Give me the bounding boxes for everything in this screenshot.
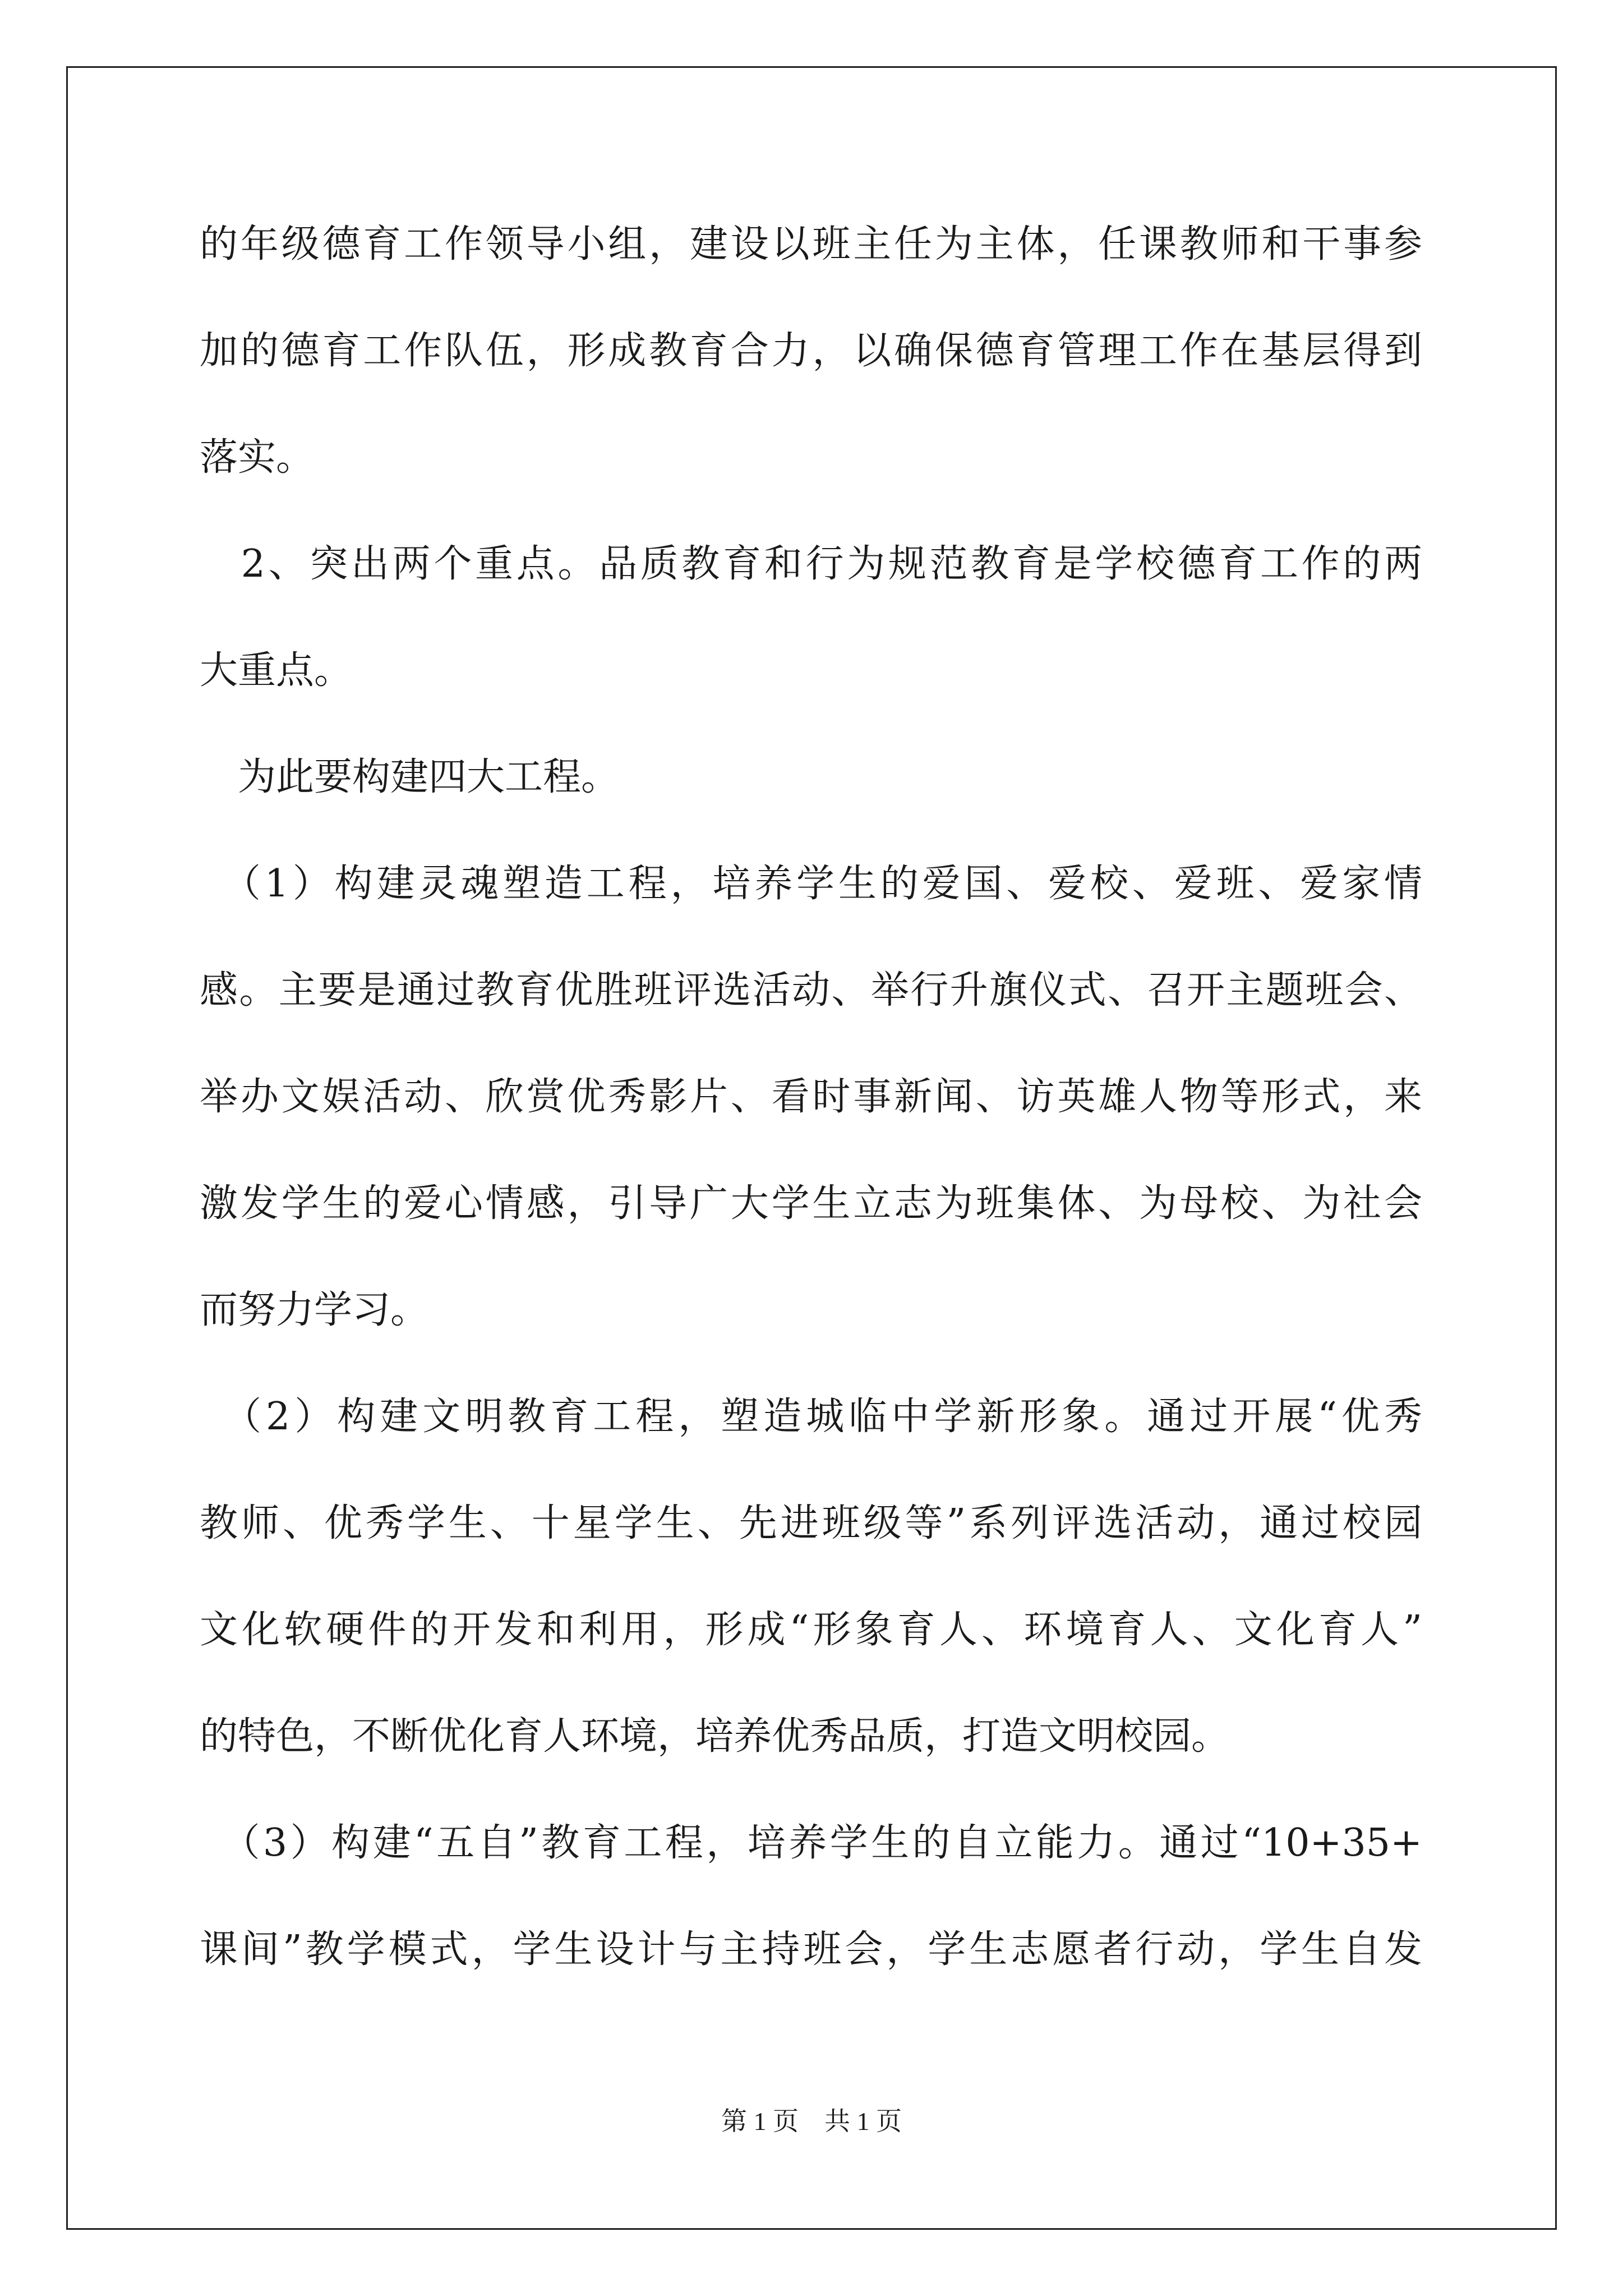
text-line: 课间”教学模式，学生设计与主持班会，学生志愿者行动，学生自发 (200, 1927, 1422, 1972)
text-line: 感。主要是通过教育优胜班评选活动、举行升旗仪式、召开主题班会、 (200, 968, 1422, 1013)
text-line: 文化软硬件的开发和利用，形成“形象育人、环境育人、文化育人” (200, 1608, 1422, 1652)
text-line: （2）构建文明教育工程，塑造城临中学新形象。通过开展“优秀 (200, 1395, 1422, 1439)
text-line: 加的德育工作队伍，形成教育合力，以确保德育管理工作在基层得到 (200, 329, 1422, 373)
text-line: （3）构建“五自”教育工程，培养学生的自立能力。通过“10+35+ (200, 1821, 1422, 1865)
text-line: 大重点。 (200, 648, 353, 693)
text-line: 而努力学习。 (200, 1288, 429, 1332)
text-line: 的年级德育工作领导小组，建设以班主任为主体，任课教师和干事参 (200, 222, 1422, 266)
text-line: 激发学生的爱心情感，引导广大学生立志为班集体、为母校、为社会 (200, 1181, 1422, 1226)
text-line: （1）构建灵魂塑造工程，培养学生的爱国、爱校、爱班、爱家情 (200, 862, 1422, 906)
page-border (66, 66, 1557, 2230)
text-line: 落实。 (200, 435, 315, 480)
text-line: 为此要构建四大工程。 (200, 755, 620, 799)
text-line: 举办文娱活动、欣赏优秀影片、看时事新闻、访英雄人物等形式，来 (200, 1075, 1422, 1119)
text-line: 的特色，不断优化育人环境，培养优秀品质，打造文明校园。 (200, 1714, 1230, 1759)
text-line: 教师、优秀学生、十星学生、先进班级等”系列评选活动，通过校园 (200, 1501, 1422, 1545)
text-line: 2、突出两个重点。品质教育和行为规范教育是学校德育工作的两 (200, 542, 1422, 586)
page-number-footer: 第 1 页 共 1 页 (721, 2107, 902, 2136)
